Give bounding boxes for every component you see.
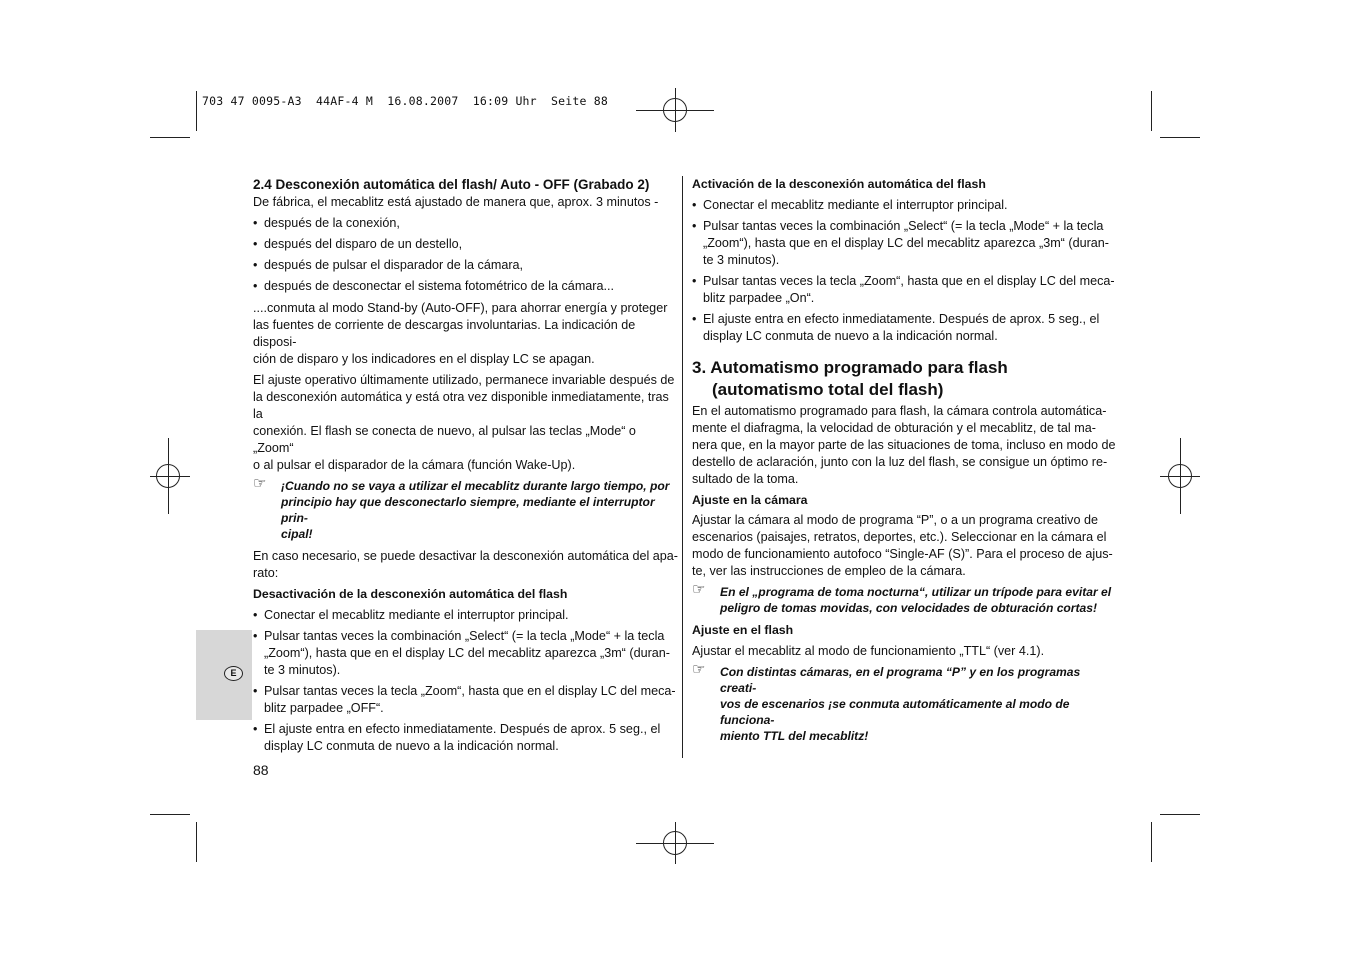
text-line: cipal!: [281, 527, 313, 541]
text-line: nera que, en la mayor parte de las situaciones de toma, incluso en modo de: [692, 438, 1116, 452]
paragraph: [253, 548, 678, 582]
text-line: rato:: [253, 566, 279, 580]
left-column: [253, 176, 678, 755]
pointing-hand-icon: ☞: [692, 581, 706, 598]
crop-mark: [196, 91, 197, 131]
text-line: display LC conmuta de nuevo a la indicación normal.: [703, 329, 998, 343]
text-line: peligro de tomas movidas, con velocidades de obturación cortas!: [720, 601, 1098, 615]
text-line: miento TTL del mecablitz!: [720, 729, 869, 743]
list-item: • después de la conexión,: [253, 215, 678, 232]
text-line: destello de aclaración, junto con la luz del flash, se consigue un óptimo re-: [692, 455, 1108, 469]
text-line: • Conectar el mecablitz mediante el interruptor principal.: [703, 198, 1008, 212]
heading-line: (automatismo total del flash): [712, 380, 944, 399]
text-line: „Zoom“), hasta que en el display LC del mecablitz aparezca „3m“ (duran-: [264, 646, 670, 660]
list-item: [692, 311, 1117, 345]
column-divider: [682, 176, 683, 758]
text-line: o al pulsar el disparador de la cámara (función Wake-Up).: [253, 458, 576, 472]
paragraph: [692, 512, 1117, 580]
subheading: Ajuste en la cámara: [692, 493, 808, 507]
text-line: blitz parpadee „OFF“.: [264, 701, 384, 715]
subheading: Desactivación de la desconexión automática del flash: [253, 587, 568, 601]
list-item: [692, 273, 1117, 307]
crop-mark: [1160, 814, 1200, 815]
text-line: ción de disparo y los indicadores en el display LC se apagan.: [253, 352, 595, 366]
text-line: • El ajuste entra en efecto inmediatamente. Después de aprox. 5 seg., el: [264, 722, 661, 736]
crop-mark: [150, 814, 190, 815]
text-line: blitz parpadee „On“.: [703, 291, 815, 305]
text-line: • Pulsar tantas veces la tecla „Zoom“, hasta que en el display LC del meca-: [264, 684, 676, 698]
section-heading: 2.4 Desconexión automática del flash/ Auto - OFF (Grabado 2): [253, 177, 650, 192]
list-item: • después de pulsar el disparador de la cámara,: [253, 257, 678, 274]
text-line: las fuentes de corriente de descargas involuntarias. La indicación de disposi-: [253, 318, 636, 349]
text-line: modo de funcionamiento autofoco “Single-AF (S)”. Para el proceso de ajus-: [692, 547, 1113, 561]
pointing-hand-icon: ☞: [692, 661, 706, 678]
pointing-hand-icon: ☞: [253, 475, 267, 492]
paragraph: Ajustar el mecablitz al modo de funcionamiento „TTL“ (ver 4.1).: [692, 644, 1045, 658]
text-line: vos de escenarios ¡se conmuta automáticamente al modo de funciona-: [720, 697, 1070, 727]
text-line: El ajuste operativo últimamente utilizado, permanece invariable después de: [253, 373, 675, 387]
crop-mark: [1151, 91, 1152, 131]
registration-circle: [156, 464, 180, 488]
list-item: [692, 197, 1117, 214]
note: [692, 661, 1117, 744]
chapter-heading: [692, 357, 1117, 401]
crop-mark: [196, 822, 197, 862]
crop-mark: [150, 137, 190, 138]
text-line: la desconexión automática y está otra vez disponible inmediatamente, tras la: [253, 390, 669, 421]
registration-circle: [663, 831, 687, 855]
text-line: • Pulsar tantas veces la combinación „Select“ (= la tecla „Mode“ + la tecla: [264, 629, 665, 643]
list-item: [253, 683, 678, 717]
text-line: En el „programa de toma nocturna“, utilizar un trípode para evitar el: [720, 585, 1112, 599]
text-line: ¡Cuando no se vaya a utilizar el mecablitz durante largo tiempo, por: [281, 479, 670, 493]
registration-circle: [663, 98, 687, 122]
heading-line: 3. Automatismo programado para flash: [692, 358, 1008, 377]
text-line: • Pulsar tantas veces la combinación „Select“ (= la tecla „Mode“ + la tecla: [703, 219, 1104, 233]
registration-circle: [1168, 464, 1192, 488]
note: [253, 475, 678, 542]
paragraph: [253, 300, 678, 368]
subheading: Ajuste en el flash: [692, 623, 794, 637]
text-line: Ajustar la cámara al modo de programa “P”, o a un programa creativo de: [692, 513, 1098, 527]
list-item: • después del disparo de un destello,: [253, 236, 678, 253]
language-badge: E: [224, 666, 243, 681]
text-line: • Conectar el mecablitz mediante el interruptor principal.: [264, 608, 569, 622]
text-line: te 3 minutos).: [264, 663, 341, 677]
text-line: Con distintas cámaras, en el programa “P” y en los programas creati-: [720, 665, 1081, 695]
crop-mark: [1160, 137, 1200, 138]
crop-mark: [1151, 822, 1152, 862]
page-number: 88: [253, 762, 269, 778]
text-line: „Zoom“), hasta que en el display LC del mecablitz aparezca „3m“ (duran-: [703, 236, 1109, 250]
paragraph: [692, 403, 1117, 488]
paragraph: [253, 372, 678, 474]
text-line: mente el diafragma, la velocidad de obturación y el mecablitz, de tal ma-: [692, 421, 1096, 435]
right-column: [692, 176, 1117, 744]
text-line: • El ajuste entra en efecto inmediatamente. Después de aprox. 5 seg., el: [703, 312, 1100, 326]
text-line: En caso necesario, se puede desactivar la desconexión automática del apa-: [253, 549, 678, 563]
text-line: • Pulsar tantas veces la tecla „Zoom“, hasta que en el display LC del meca-: [703, 274, 1115, 288]
list-item: [253, 721, 678, 755]
note: [692, 581, 1117, 616]
text-line: conexión. El flash se conecta de nuevo, al pulsar las teclas „Mode“ o „Zoom“: [253, 424, 636, 455]
text-line: sultado de la toma.: [692, 472, 799, 486]
print-slug: 703 47 0095-A3 44AF-4 M 16.08.2007 16:09 Uhr Seite 88: [202, 94, 609, 108]
text-line: En el automatismo programado para flash, la cámara controla automática-: [692, 404, 1107, 418]
text-line: display LC conmuta de nuevo a la indicación normal.: [264, 739, 559, 753]
text-line: te 3 minutos).: [703, 253, 780, 267]
list-item: [253, 607, 678, 624]
text-line: principio hay que desconectarlo siempre, mediante el interruptor prin-: [281, 495, 655, 525]
list-item: [253, 628, 678, 679]
intro-text: De fábrica, el mecablitz está ajustado de manera que, aprox. 3 minutos -: [253, 195, 659, 209]
text-line: escenarios (paisajes, retratos, deportes, etc.). Seleccionar en la cámara el: [692, 530, 1107, 544]
list-item: [692, 218, 1117, 269]
text-line: te, ver las instrucciones de empleo de la cámara.: [692, 564, 966, 578]
list-item: • después de desconectar el sistema fotométrico de la cámara...: [253, 278, 678, 295]
subheading: Activación de la desconexión automática del flash: [692, 177, 986, 191]
text-line: ....conmuta al modo Stand-by (Auto-OFF), para ahorrar energía y proteger: [253, 301, 668, 315]
